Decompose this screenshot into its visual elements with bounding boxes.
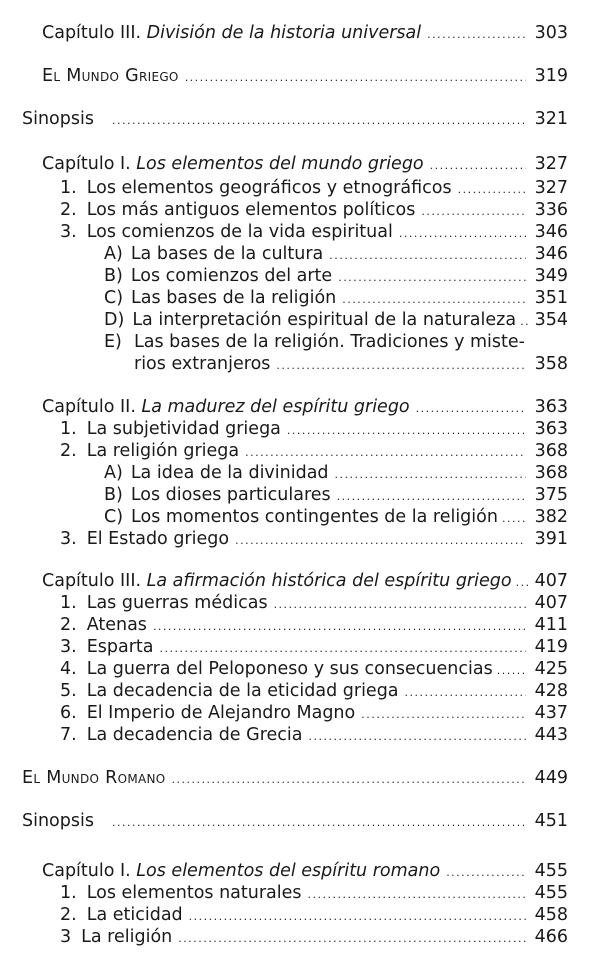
entry-label: Capítulo III.	[42, 571, 147, 591]
dot-leader	[276, 355, 526, 377]
item-number: 3.	[60, 529, 77, 549]
entry-label: La subjetividad griega	[86, 419, 281, 439]
page-number: 419	[534, 637, 568, 657]
dot-leader	[160, 638, 527, 660]
entry-label	[42, 153, 424, 175]
entry-label: El Imperio de Alejandro Magno	[86, 703, 356, 723]
item-letter: B)	[104, 485, 123, 505]
item-number: 1.	[60, 419, 77, 439]
chapter-title: División de la historia universal	[146, 23, 422, 43]
page-number: 346	[534, 244, 568, 264]
dot-leader	[497, 660, 528, 682]
entry-label: La religión	[81, 927, 173, 947]
toc-item-row	[60, 221, 568, 245]
dot-leader	[520, 311, 528, 333]
page-number: 428	[534, 681, 568, 701]
toc-item-row	[60, 177, 568, 201]
toc-chapter-row	[42, 860, 568, 884]
page-number: 303	[534, 23, 568, 43]
entry-label: Sinopsis	[22, 811, 94, 831]
entry-label: Los comienzos de la vida espiritual	[86, 222, 393, 242]
dot-leader	[287, 420, 526, 442]
item-number: 7.	[60, 725, 77, 745]
page-number: 349	[534, 266, 568, 286]
entry-label: El Estado griego	[86, 529, 230, 549]
dot-leader	[337, 486, 526, 508]
entry-label: Esparta	[86, 637, 154, 657]
toc-subitem-row	[104, 506, 568, 530]
dot-leader	[361, 704, 526, 726]
entry-label: La idea de la divinidad	[130, 463, 329, 483]
toc-item-row	[60, 926, 568, 950]
page-number: 363	[534, 397, 568, 417]
item-number: 1.	[60, 883, 77, 903]
item-letter: C)	[104, 507, 124, 527]
dot-leader	[189, 906, 526, 928]
dot-leader	[458, 179, 526, 201]
page-number: 455	[534, 883, 568, 903]
toc-item-row	[60, 882, 568, 906]
item-letter: C)	[104, 288, 124, 308]
item-letter: B)	[104, 266, 123, 286]
entry-label	[42, 396, 410, 418]
page-number: 437	[534, 703, 568, 723]
dot-leader	[245, 442, 526, 464]
entry-label: Las bases de la religión	[131, 288, 337, 308]
page-number: 411	[534, 615, 568, 635]
page-number: 455	[534, 861, 568, 881]
item-number: 2.	[60, 905, 77, 925]
dot-leader	[338, 267, 526, 289]
entry-label: La eticidad	[86, 905, 183, 925]
dot-leader	[329, 245, 526, 267]
dot-leader	[178, 928, 526, 950]
page-number: 425	[534, 659, 568, 679]
chapter-title: La afirmación histórica del espíritu griego	[146, 571, 512, 591]
page-number: 391	[534, 529, 568, 549]
chapter-title: La madurez del espíritu griego	[141, 397, 410, 417]
dot-leader	[421, 201, 526, 223]
entry-label: Capítulo III.	[42, 23, 147, 43]
toc-synopsis-row	[22, 810, 568, 834]
page-number: 368	[534, 463, 568, 483]
toc-item-row	[60, 724, 568, 748]
page-number: 466	[534, 927, 568, 947]
page-number: 327	[534, 178, 568, 198]
entry-label: Capítulo I.	[42, 154, 137, 174]
item-number: 3	[60, 927, 72, 947]
toc-item-row	[60, 680, 568, 704]
page-number: 351	[534, 288, 568, 308]
page-number: 346	[534, 222, 568, 242]
page-number: 321	[534, 109, 568, 129]
entry-label: Los comienzos del arte	[130, 266, 333, 286]
entry-label: La decadencia de Grecia	[86, 725, 303, 745]
toc-subitem-row	[104, 265, 568, 289]
entry-label: Los dioses particulares	[130, 485, 331, 505]
page-number: 368	[534, 441, 568, 461]
entry-label: Capítulo II.	[42, 397, 142, 417]
dot-leader	[516, 572, 528, 594]
item-number: 2.	[60, 615, 77, 635]
item-number: 3.	[60, 637, 77, 657]
chapter-title: Los elementos del espíritu romano	[136, 861, 441, 881]
entry-label: Los más antiguos elementos políticos	[86, 200, 416, 220]
item-letter: E)	[104, 332, 122, 352]
page-number: 449	[534, 768, 568, 788]
toc-item-row	[60, 528, 568, 552]
dot-leader	[112, 812, 526, 834]
entry-label: Los momentos contingentes de la religión	[131, 507, 498, 527]
item-number: 2.	[60, 200, 77, 220]
page-number: 319	[534, 66, 568, 86]
dot-leader	[185, 67, 526, 89]
entry-label	[42, 22, 421, 44]
entry-label: El Mundo Griego	[42, 66, 179, 86]
dot-leader	[153, 616, 526, 638]
page-number: 407	[534, 571, 568, 591]
page-number: 327	[534, 154, 568, 174]
toc-item-row	[60, 658, 568, 682]
item-number: 2.	[60, 441, 77, 461]
toc-item-row	[60, 592, 568, 616]
page-number: 336	[534, 200, 568, 220]
dot-leader	[446, 862, 526, 884]
entry-label	[42, 570, 512, 592]
entry-label: Las guerras médicas	[86, 593, 268, 613]
toc-subitem-row	[104, 484, 568, 508]
item-number: 6.	[60, 703, 77, 723]
dot-leader	[399, 223, 526, 245]
page-number: 451	[534, 811, 568, 831]
toc-subitem-row	[104, 287, 568, 311]
toc-item-row	[60, 614, 568, 638]
item-number: 3.	[60, 222, 77, 242]
entry-label: La guerra del Peloponeso y sus consecuencias	[86, 659, 493, 679]
toc-chapter-row	[42, 153, 568, 177]
item-number: 4.	[60, 659, 77, 679]
dot-leader	[342, 289, 526, 311]
page-number: 443	[534, 725, 568, 745]
dot-leader	[416, 398, 526, 420]
toc-item-row	[60, 636, 568, 660]
toc-section-row	[22, 767, 568, 791]
entry-label: La bases de la cultura	[130, 244, 324, 264]
item-letter: A)	[104, 244, 123, 264]
page-number: 382	[534, 507, 568, 527]
item-letter: A)	[104, 463, 123, 483]
item-number: 5.	[60, 681, 77, 701]
dot-leader	[235, 530, 526, 552]
page-number: 363	[534, 419, 568, 439]
dot-leader	[427, 24, 526, 46]
entry-label: La religión griega	[86, 441, 240, 461]
toc-subitem-continuation-row	[134, 353, 568, 377]
entry-label: Sinopsis	[22, 109, 94, 129]
toc-subitem-row	[104, 309, 568, 333]
toc-item-row	[60, 418, 568, 442]
entry-label: La decadencia de la eticidad griega	[86, 681, 399, 701]
entry-label: Las bases de la religión. Tradiciones y miste-	[134, 332, 525, 352]
dot-leader	[274, 594, 526, 616]
item-number: 1.	[60, 178, 77, 198]
page-number: 354	[534, 310, 568, 330]
dot-leader	[308, 726, 526, 748]
entry-label: Los elementos geográficos y etnográficos	[86, 178, 452, 198]
entry-label	[42, 860, 440, 882]
entry-label: Atenas	[86, 615, 147, 635]
entry-label: El Mundo Romano	[22, 768, 166, 788]
toc-subitem-row	[104, 331, 568, 353]
item-number: 1.	[60, 593, 77, 613]
dot-leader	[308, 884, 526, 906]
entry-label: rios extranjeros	[134, 354, 271, 374]
toc-chapter-row	[42, 570, 568, 594]
item-letter: D)	[104, 310, 125, 330]
dot-leader	[112, 110, 526, 132]
toc-synopsis-row	[22, 108, 568, 132]
page-number: 358	[534, 354, 568, 374]
chapter-title: Los elementos del mundo griego	[136, 154, 424, 174]
toc-item-row	[60, 440, 568, 464]
dot-leader	[502, 508, 528, 530]
toc-subitem-row	[104, 462, 568, 486]
dot-leader	[405, 682, 526, 704]
toc-item-row	[60, 904, 568, 928]
toc-chapter-row	[42, 22, 568, 46]
toc-subitem-row	[104, 243, 568, 267]
entry-label: La interpretación espiritual de la naturaleza	[132, 310, 517, 330]
dot-leader	[430, 155, 526, 177]
dot-leader	[172, 769, 526, 791]
page-number: 458	[534, 905, 568, 925]
toc-item-row	[60, 702, 568, 726]
toc-chapter-row	[42, 396, 568, 420]
entry-label: Capítulo I.	[42, 861, 137, 881]
dot-leader	[335, 464, 526, 486]
toc-section-row	[42, 65, 568, 89]
toc-item-row	[60, 199, 568, 223]
entry-label: Los elementos naturales	[86, 883, 302, 903]
page-number: 407	[534, 593, 568, 613]
page-number: 375	[534, 485, 568, 505]
